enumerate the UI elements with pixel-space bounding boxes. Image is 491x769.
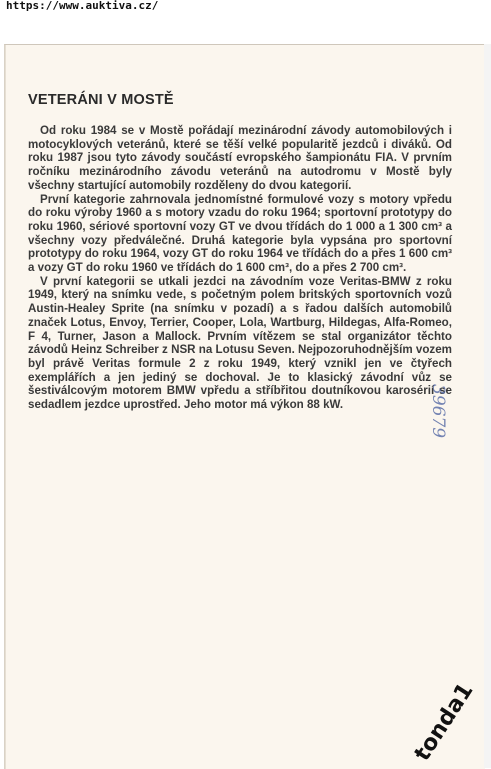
url-text: https://www.auktiva.cz/: [0, 0, 491, 14]
paragraph-1: Od roku 1984 se v Mostě pořádají mezinárodní závody automobilových i motocyklových veteránů, které se těší velké popularitě jezdců i diváků. Od roku 1987 jsou tyto závody součástí evropského šampionátu FIA. V prvním ročníku mezinárodního závodu veteránů na autodromu v Mostě byly všechny startující automobily rozděleny do dvou kategorií.: [28, 124, 452, 192]
handwritten-number: 39679: [428, 384, 448, 439]
scan-edge: [484, 44, 491, 768]
paragraph-3: V první kategorii se utkali jezdci na závodním voze Veritas-BMW z roku 1949, který na snímku vede, s početným polem britských sportovních vozů Austin-Healey Sprite (na snímku v pozadí) a s řadou dalších automobilů značek Lotus, Envoy, Terrier, Cooper, Lola, Wartburg, Hildegas, Alfa-Romeo, F 4, Turner, Jason a Mallock. Prvním vítězem se stal organizátor těchto závodů Heinz Schreiber z NSR na Lotusu Seven. Nejpozoruhodnějším vozem byl právě Veritas formule 2 z roku 1949, který vznikl jen ve čtyřech exemplářích a jen jediný se dochoval. Je to klasický závodní vůz se šestiválcovým motorem BMW vpředu a stříbřitou doutníkovou karosérií se sedadlem jezdce uprostřed. Jeho motor má výkon 88 kW.: [28, 274, 452, 412]
article-body: [28, 124, 452, 412]
article-title: VETERÁNI V MOSTĚ: [28, 92, 174, 108]
paragraph-2: První kategorie zahrnovala jednomístné formulové vozy s motory vpředu do roku výroby 1960 a s motory vzadu do roku 1964; sportovní prototypy do roku 1960, sériové sportovní vozy GT ve dvou třídách do 1 000 a 1 300 cm³ a všechny vozy předválečné. Druhá kategorie byla vypsána pro sportovní prototypy do roku 1964, vozy GT do roku 1964 ve třídách do a přes 1 600 cm³ a vozy GT do roku 1960 ve třídách do 1 600 cm³, do a přes 2 700 cm³.: [28, 192, 452, 275]
seller-watermark: tonda1: [410, 678, 479, 766]
